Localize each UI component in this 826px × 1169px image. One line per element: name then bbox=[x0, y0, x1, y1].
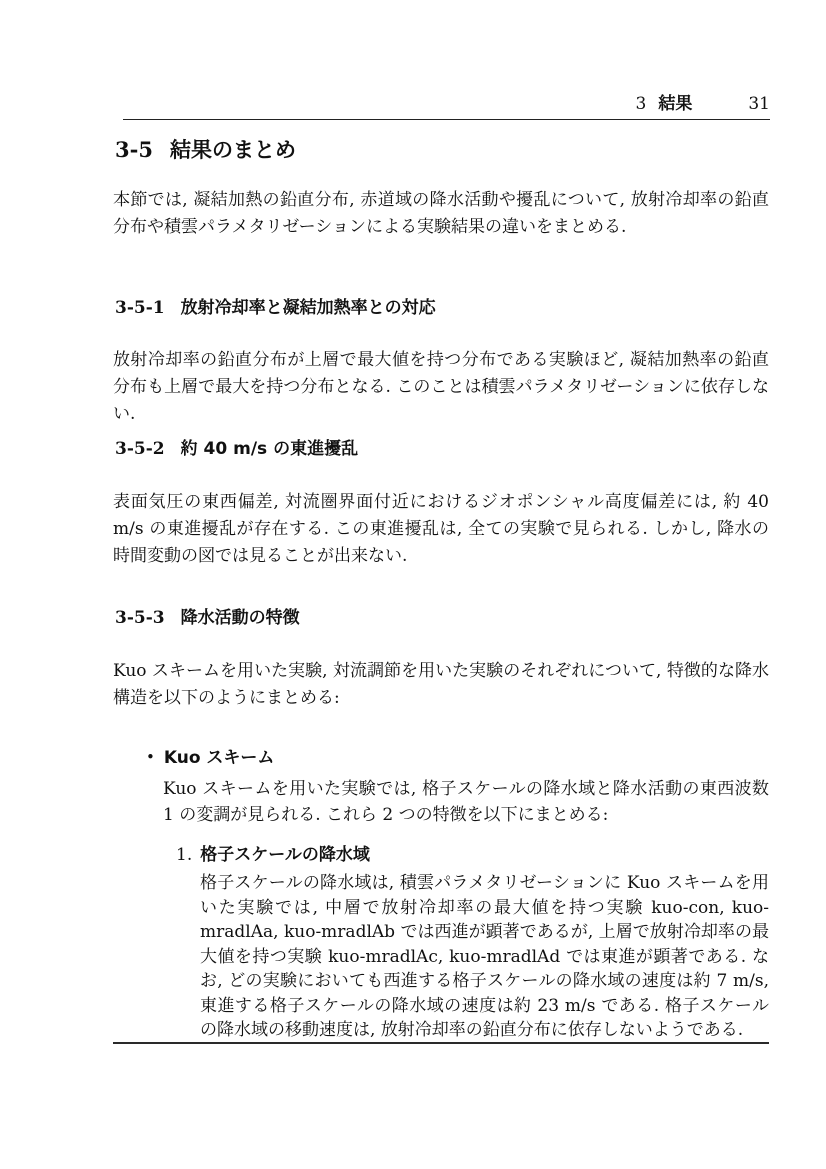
bullet-item-title: Kuo スキーム bbox=[163, 748, 275, 768]
section-number: 3-5 bbox=[115, 137, 153, 162]
subsection-heading-3-5-2 bbox=[115, 438, 358, 460]
section-title: 結果のまとめ bbox=[169, 138, 296, 162]
subsection-number: 3-5-1 bbox=[115, 298, 165, 318]
bullet-icon: • bbox=[146, 748, 155, 766]
header-rule bbox=[123, 119, 770, 120]
subsection-number: 3-5-2 bbox=[115, 439, 165, 459]
section-heading bbox=[115, 136, 296, 164]
enum-item-1 bbox=[176, 844, 370, 866]
subsection-heading-3-5-1 bbox=[115, 297, 436, 319]
subsection-title: 降水活動の特徴 bbox=[180, 608, 300, 628]
enum-item-number: 1. bbox=[176, 845, 193, 865]
enum-item-body: 格子スケールの降水域は, 積雲パラメタリゼーションに Kuo スキームを用いた実験では, 中層で放射冷却率の最大値を持つ実験 kuo-con, kuo-mradlAa, kuo-mradlAb では西進が顕著であるが, 上層で放射冷却率の最大値を持つ実験 kuo-mradlAc, kuo-mradlAd では東進が顕著である. なお, どの実験においても西進する格子スケールの降水域の速度は約 7 m/s, 東進する格子スケールの降水域の速度は約 23 m/s である. 格子スケールの降水域の移動速度は, 放射冷却率の鉛直分布に依存しないようである. bbox=[200, 873, 769, 1040]
subsection-paragraph-3-5-3: Kuo スキームを用いた実験, 対流調節を用いた実験のそれぞれについて, 特徴的な降水構造を以下のようにまとめる: bbox=[113, 661, 769, 708]
subsection-heading-3-5-3 bbox=[115, 607, 300, 629]
footer-rule bbox=[113, 1042, 769, 1044]
intro-paragraph: 本節では, 凝結加熱の鉛直分布, 赤道域の降水活動や擾乱について, 放射冷却率の鉛直分布や積雲パラメタリゼーションによる実験結果の違いをまとめる. bbox=[113, 190, 769, 237]
subsection-paragraph-3-5-2: 表面気圧の東西偏差, 対流圏界面付近におけるジオポンシャル高度偏差には, 約 40 m/s の東進擾乱が存在する. この東進擾乱は, 全ての実験で見られる. しかし, 降水の時間変動の図では見ることが出来ない. bbox=[113, 492, 769, 566]
subsection-number: 3-5-3 bbox=[115, 608, 165, 628]
enum-item-title: 格子スケールの降水域 bbox=[200, 845, 370, 865]
subsection-title: 約 40 m/s の東進擾乱 bbox=[180, 439, 359, 459]
running-header bbox=[123, 94, 770, 114]
running-header-section-number: 3 bbox=[635, 94, 647, 114]
bullet-item-body: Kuo スキームを用いた実験では, 格子スケールの降水域と降水活動の東西波数 1 の変調が見られる. これら 2 つの特徴を以下にまとめる: bbox=[163, 779, 769, 825]
subsection-paragraph-3-5-1: 放射冷却率の鉛直分布が上層で最大値を持つ分布である実験ほど, 凝結加熱率の鉛直分布も上層で最大を持つ分布となる. このことは積雲パラメタリゼーションに依存しない. bbox=[113, 350, 769, 424]
running-header-section-title: 結果 bbox=[658, 94, 693, 114]
bullet-item-kuo-scheme bbox=[146, 746, 274, 770]
page-number: 31 bbox=[748, 94, 770, 114]
subsection-title: 放射冷却率と凝結加熱率との対応 bbox=[180, 298, 436, 318]
